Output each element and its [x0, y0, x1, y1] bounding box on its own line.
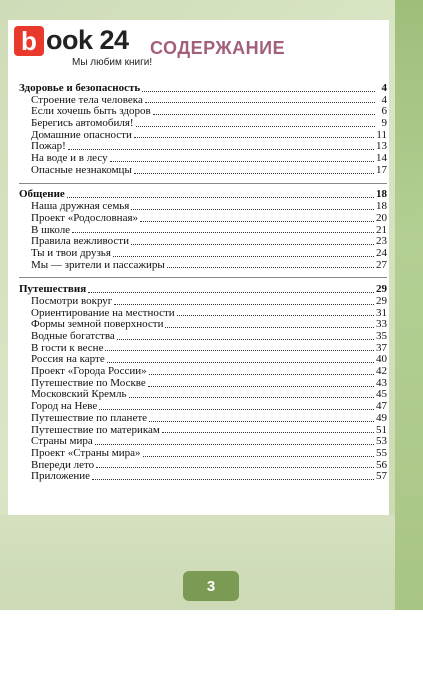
toc-entry-label: Россия на карте [31, 353, 105, 366]
dot-leader [153, 113, 375, 115]
toc-entry-page: 24 [376, 246, 387, 259]
logo-text: ook 24 [46, 25, 129, 55]
toc-entry-page: 27 [376, 258, 387, 271]
toc-entry[interactable] [19, 130, 387, 142]
toc-entry[interactable] [19, 448, 387, 460]
toc-entry-page: 35 [376, 330, 387, 343]
toc-entry-label: В гости к весне [31, 341, 104, 354]
dot-leader [149, 420, 374, 422]
toc-entry-page: 40 [376, 353, 387, 366]
toc-entry-label: Посмотри вокруг [31, 294, 113, 307]
toc-entry-label: Правила вежливости [31, 235, 129, 248]
toc-section-heading-page: 18 [376, 188, 387, 201]
toc-entry-page: 43 [376, 376, 387, 389]
toc-entry[interactable] [19, 471, 387, 483]
dot-leader [114, 303, 374, 305]
dot-leader [99, 408, 374, 410]
page-number: 3 [206, 577, 216, 595]
dot-leader [134, 136, 375, 138]
dot-leader [165, 326, 374, 328]
toc-entry-label: Берегись автомобиля! [31, 117, 134, 130]
toc-section-heading-label: Здоровье и безопасность [19, 81, 141, 94]
toc-entry-page: 45 [376, 388, 387, 401]
toc-entry-label: Строение тела человека [31, 93, 143, 106]
dot-leader [110, 160, 374, 162]
toc-entry-label: Путешествие по материкам [31, 423, 160, 436]
toc-entry-page: 23 [376, 235, 387, 248]
toc-section-heading-page: 4 [381, 81, 387, 94]
toc-entry-label: Приложение [31, 470, 91, 483]
dot-leader [136, 125, 375, 127]
dot-leader [143, 455, 375, 457]
toc-entry-label: На воде и в лесу [31, 152, 108, 165]
toc-entry-page: 33 [376, 318, 387, 331]
table-of-contents [19, 83, 387, 489]
toc-entry-label: Пожар! [31, 140, 66, 153]
toc-section [19, 183, 387, 272]
toc-entry-label: Путешествие по планете [31, 411, 148, 424]
toc-entry-page: 56 [376, 458, 387, 471]
toc-entry-page: 57 [376, 470, 387, 483]
toc-entry[interactable] [19, 213, 387, 225]
toc-entry-label: Город на Неве [31, 400, 98, 413]
toc-entry-page: 6 [381, 105, 387, 118]
dot-leader [88, 291, 374, 293]
toc-entry[interactable] [19, 165, 387, 177]
logo-tagline: Мы любим книги! [72, 57, 153, 68]
dot-leader [162, 431, 374, 433]
dot-leader [177, 314, 374, 316]
toc-entry-label: Наша дружная семья [31, 200, 130, 213]
toc-entry-label: Ты и твои друзья [31, 246, 111, 259]
dot-leader [167, 266, 374, 268]
dot-leader [149, 373, 374, 375]
dot-leader [134, 172, 374, 174]
dot-leader [142, 90, 375, 92]
dot-leader [145, 101, 375, 103]
toc-entry[interactable] [19, 413, 387, 425]
dot-leader [92, 478, 374, 480]
page-title: СОДЕРЖАНИЕ [150, 38, 286, 58]
toc-entry[interactable] [19, 248, 387, 260]
toc-entry-page: 9 [381, 117, 387, 130]
dot-leader [107, 361, 374, 363]
toc-entry-page: 49 [376, 411, 387, 424]
toc-entry-page: 11 [376, 128, 387, 141]
toc-entry[interactable] [19, 118, 387, 130]
toc-entry-label: Проект «Родословная» [31, 211, 139, 224]
dot-leader [96, 466, 374, 468]
toc-entry-page: 47 [376, 400, 387, 413]
toc-entry-label: В школе [31, 223, 71, 236]
dot-leader [131, 208, 374, 210]
dot-leader [68, 148, 374, 150]
dot-leader [67, 196, 374, 198]
toc-entry-page: 31 [376, 306, 387, 319]
toc-entry-label: Водные богатства [31, 330, 115, 343]
dot-leader [131, 243, 374, 245]
dot-leader [117, 338, 374, 340]
toc-entry-page: 51 [376, 423, 387, 436]
toc-entry-page: 55 [376, 446, 387, 459]
toc-entry-page: 13 [376, 140, 387, 153]
toc-entry-label: Проект «Страны мира» [31, 446, 141, 459]
page-number-badge [183, 571, 239, 601]
toc-section-heading[interactable] [19, 83, 387, 95]
toc-entry-label: Страны мира [31, 435, 93, 448]
page-edge-decoration [395, 0, 423, 610]
toc-entry-label: Впереди лето [31, 458, 95, 471]
toc-entry-page: 42 [376, 365, 387, 378]
toc-entry-page: 20 [376, 211, 387, 224]
dot-leader [72, 231, 374, 233]
toc-entry-label: Домашние опасности [31, 128, 132, 141]
dot-leader [140, 220, 374, 222]
logo-letter-icon: b [14, 26, 44, 56]
toc-section [19, 83, 387, 177]
toc-entry-page: 17 [376, 163, 387, 176]
toc-entry-page: 37 [376, 341, 387, 354]
toc-entry-label: Проект «Города России» [31, 365, 147, 378]
dot-leader [148, 385, 374, 387]
toc-entry-label: Ориентирование на местности [31, 306, 175, 319]
toc-section-heading-label: Общение [19, 188, 65, 201]
toc-entry-label: Путешествие по Москве [31, 376, 146, 389]
toc-section-heading-label: Путешествия [19, 283, 87, 296]
toc-entry-page: 14 [376, 152, 387, 165]
toc-entry-page: 53 [376, 435, 387, 448]
toc-entry[interactable] [19, 260, 387, 272]
toc-entry-page: 4 [381, 93, 387, 106]
toc-entry-page: 29 [376, 294, 387, 307]
dot-leader [105, 349, 374, 351]
toc-section [19, 277, 387, 483]
dot-leader [129, 396, 374, 398]
toc-entry-label: Формы земной поверхности [31, 318, 164, 331]
toc-entry-page: 21 [376, 223, 387, 236]
toc-entry-label: Если хочешь быть здоров [31, 105, 151, 118]
toc-entry-label: Московский Кремль [31, 388, 127, 401]
toc-entry-label: Опасные незнакомцы [31, 163, 132, 176]
toc-entry[interactable] [19, 331, 387, 343]
toc-section-heading-page: 29 [376, 283, 387, 296]
toc-entry-label: Мы — зрители и пассажиры [31, 258, 165, 271]
dot-leader [95, 443, 374, 445]
toc-entry[interactable] [19, 296, 387, 308]
dot-leader [113, 255, 374, 257]
toc-entry-page: 18 [376, 200, 387, 213]
